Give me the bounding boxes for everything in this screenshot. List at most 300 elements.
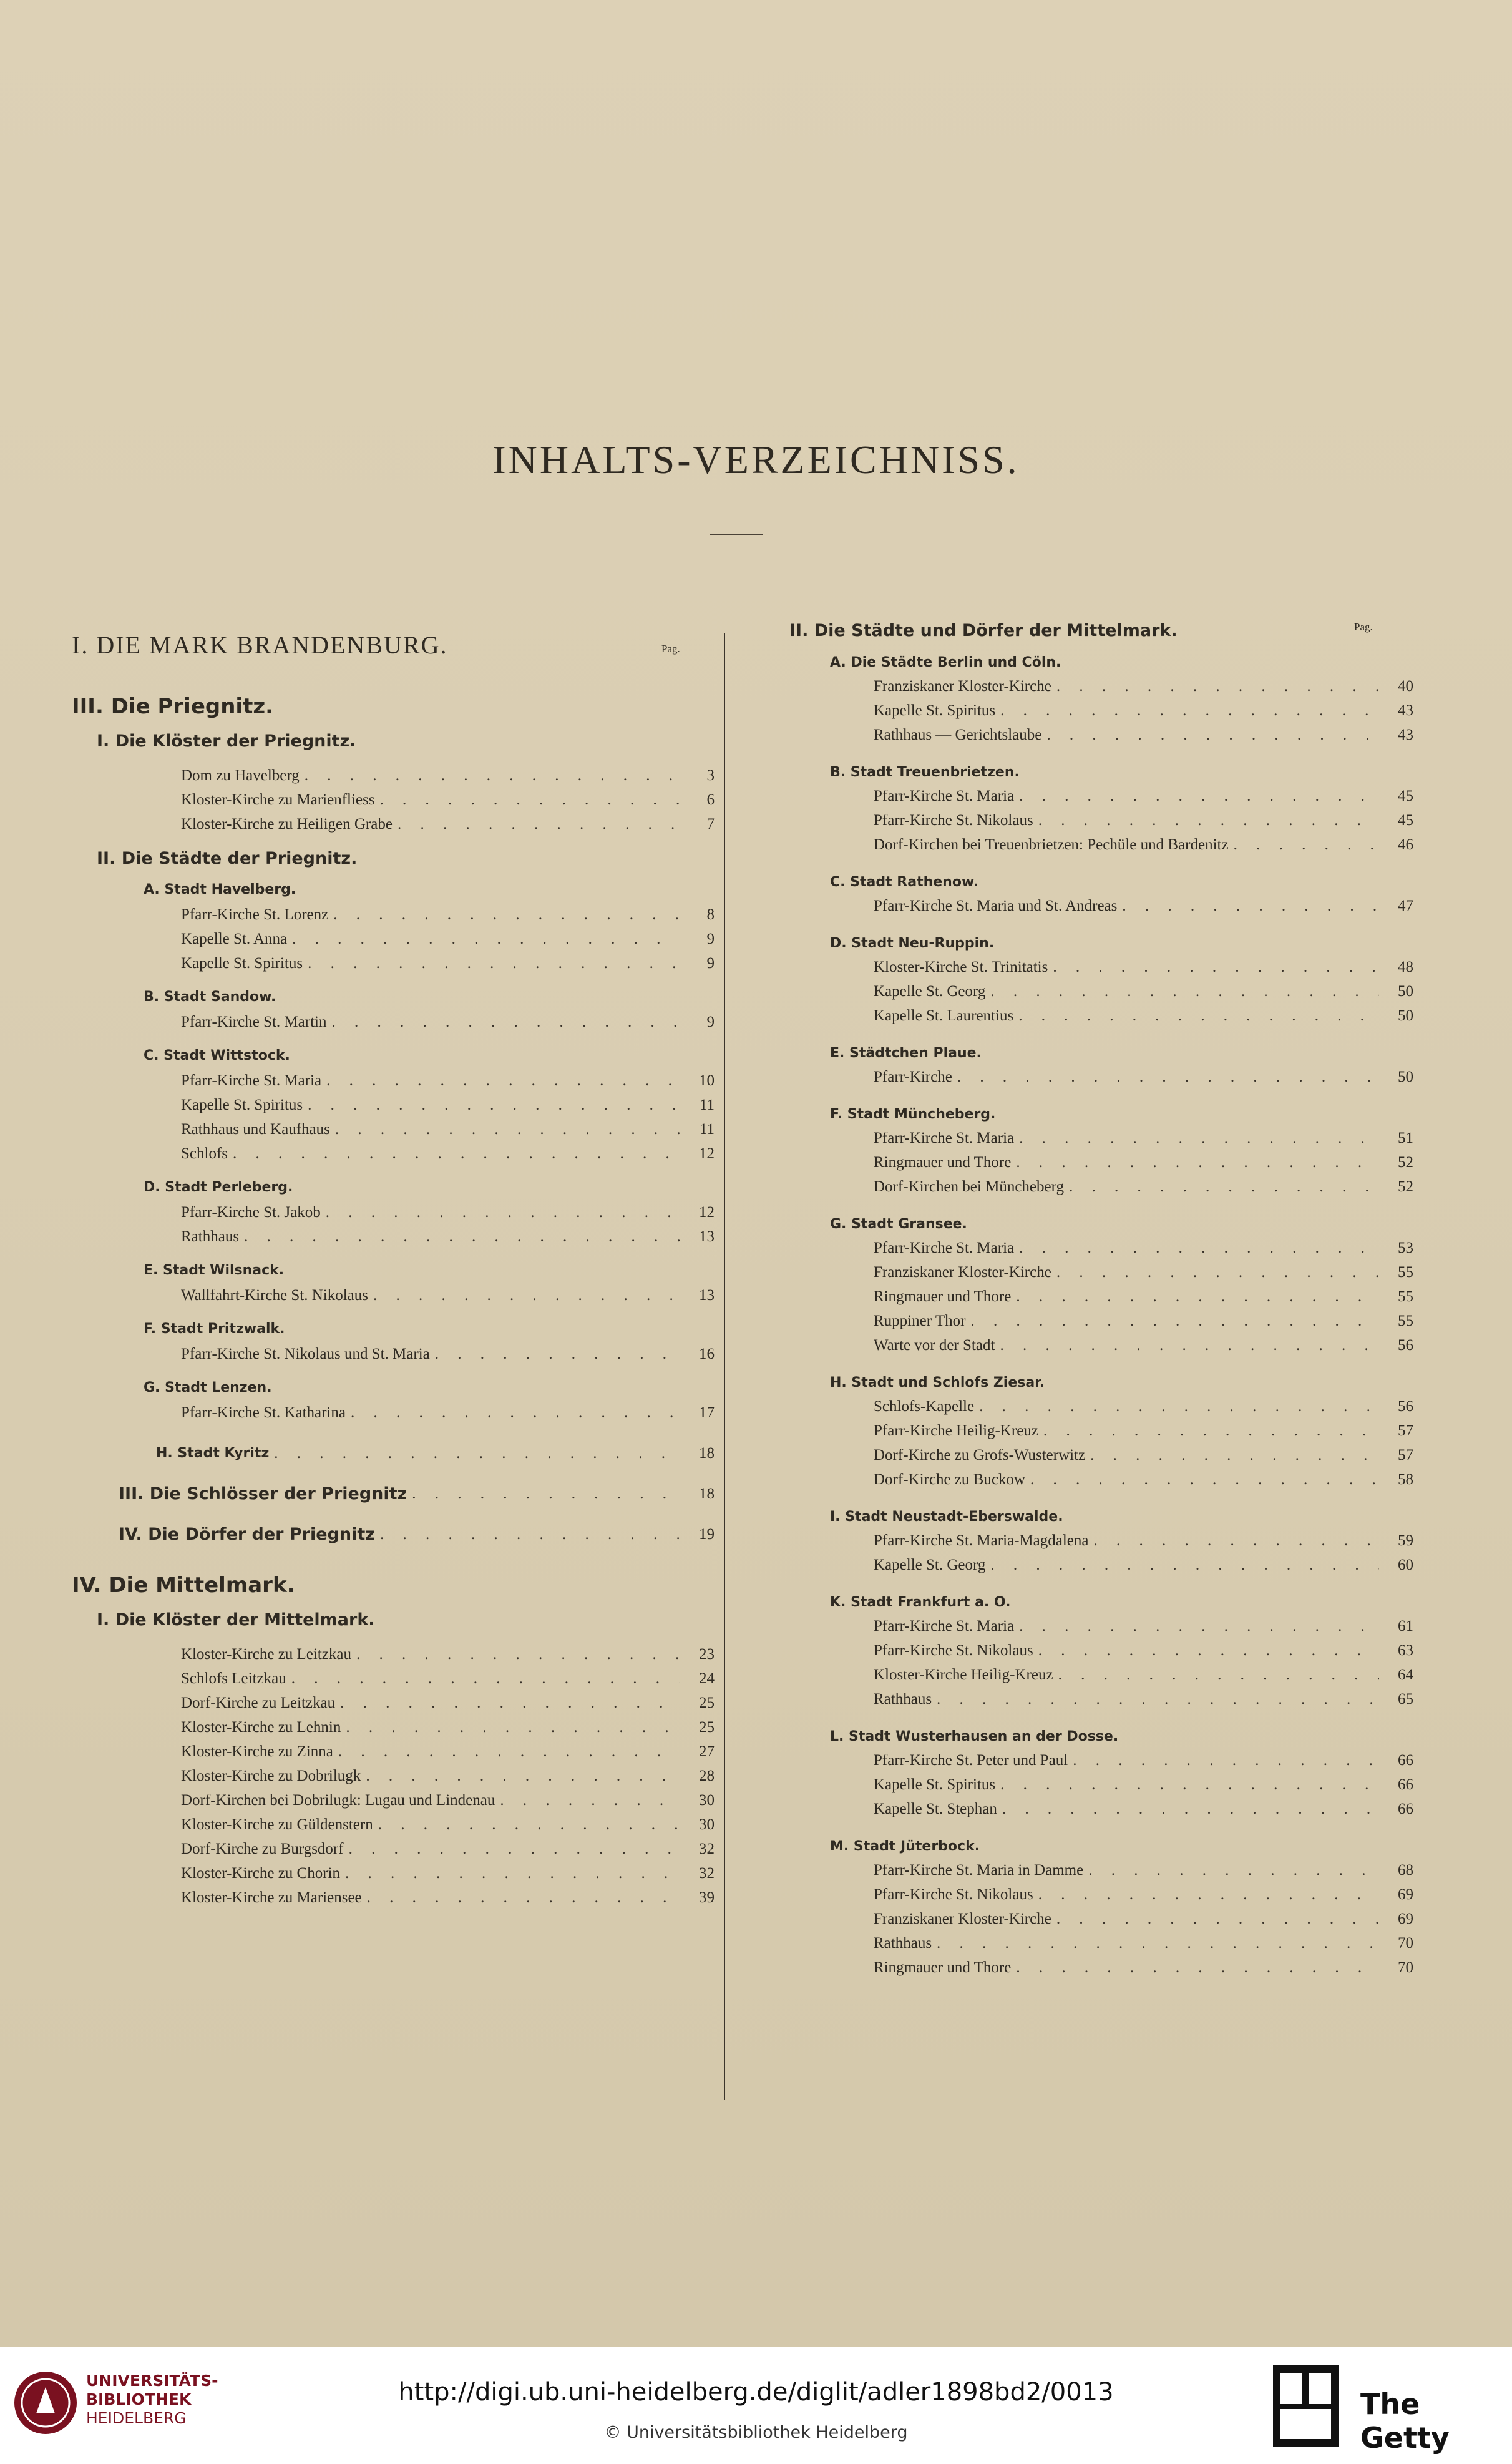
toc-entry (72, 1691, 715, 1715)
toc-entry (72, 1739, 715, 1764)
leader-dots (286, 1666, 680, 1691)
leader-dots (1025, 1467, 1379, 1492)
leader-dots (1013, 1004, 1379, 1028)
entry-title: Kloster-Kirche zu Chorin (181, 1865, 340, 1882)
leader-dots (932, 1687, 1379, 1711)
page-number: 11 (699, 1121, 715, 1138)
leader-dots (341, 1715, 680, 1739)
entry-title: Dorf-Kirche zu Buckow (874, 1471, 1025, 1488)
leader-dots (932, 1931, 1379, 1955)
leader-dots (344, 1837, 680, 1861)
page-number: 57 (1398, 1422, 1413, 1439)
leader-dots (328, 902, 680, 927)
toc-entry (72, 1885, 715, 1910)
entry-title: Kloster-Kirche zu Mariensee (181, 1889, 362, 1906)
page-number: 7 (706, 816, 715, 833)
toc-entry (789, 894, 1413, 918)
toc-entry (789, 1175, 1413, 1199)
page-number: 11 (699, 1097, 715, 1113)
leader-dots (368, 1283, 680, 1308)
page-number: 9 (706, 955, 715, 972)
title-rule (710, 534, 763, 535)
group-heading: C. Stadt Rathenow. (830, 874, 979, 890)
leader-dots (1014, 784, 1379, 808)
toc-entry (789, 1772, 1413, 1797)
entry-title: Kloster-Kirche zu Zinna (181, 1743, 333, 1760)
toc-entry (789, 1663, 1413, 1687)
leader-dots (373, 1812, 680, 1837)
leader-dots (1014, 1126, 1379, 1150)
leader-dots (997, 1797, 1379, 1821)
toc-entry (789, 1004, 1413, 1028)
entry-title: Ruppiner Thor (874, 1313, 966, 1329)
toc-entry (72, 1837, 715, 1861)
group-heading: B. Stadt Sandow. (144, 989, 276, 1005)
section-heading: III. Die Priegnitz. (72, 694, 274, 719)
page-number: 18 (699, 1485, 715, 1502)
toc-entry (72, 1788, 715, 1812)
page-number: 50 (1398, 1068, 1413, 1085)
page-number: 17 (699, 1404, 715, 1421)
entry-title: Kapelle St. Spiritus (181, 955, 303, 972)
column-divider (724, 633, 728, 2100)
part-heading: I. DIE MARK BRANDENBURG. (72, 631, 448, 659)
entry-title: Ringmauer und Thore (874, 1959, 1012, 1976)
toc-entry (789, 1748, 1413, 1772)
leader-dots (1051, 674, 1379, 698)
leader-dots (1089, 1528, 1380, 1553)
leader-dots (1051, 1260, 1379, 1284)
toc-entry (789, 955, 1413, 979)
leader-dots (995, 1772, 1379, 1797)
toc-entry (789, 1419, 1413, 1443)
page-number: 12 (699, 1204, 715, 1221)
page-number: 28 (699, 1767, 715, 1784)
leader-dots (965, 1309, 1379, 1333)
entry-title: Dorf-Kirchen bei Treuenbrietzen: Pechüle und Bardenitz (874, 836, 1229, 853)
leader-dots (303, 951, 680, 975)
entry-title: Dorf-Kirche zu Grofs-Wusterwitz (874, 1447, 1086, 1464)
leader-dots (287, 927, 680, 951)
entry-title: Pfarr-Kirche St. Martin (181, 1014, 327, 1030)
toc-entry (789, 1236, 1413, 1260)
leader-dots (985, 1553, 1379, 1577)
entry-title: Pfarr-Kirche St. Maria (874, 1130, 1015, 1146)
page-number: 64 (1398, 1666, 1413, 1683)
page-number: 59 (1398, 1532, 1413, 1549)
page-number: 60 (1398, 1557, 1413, 1573)
toc-entry (72, 1666, 715, 1691)
page-number: 13 (699, 1228, 715, 1245)
page-number: 68 (1398, 1862, 1413, 1879)
page-number: 39 (699, 1889, 715, 1906)
toc-entry (789, 1309, 1413, 1333)
entry-title: Pfarr-Kirche St. Maria-Magdalena (874, 1532, 1089, 1549)
entry-title: Kapelle St. Spiritus (181, 1097, 303, 1113)
leader-dots (340, 1861, 680, 1885)
subsection-heading: II. Die Städte der Priegnitz. (97, 849, 358, 868)
subsection-heading: I. Die Klöster der Priegnitz. (97, 731, 356, 751)
entry-title: Rathhaus — Gerichtslaube (874, 726, 1042, 743)
toc-entry (789, 1150, 1413, 1175)
toc-entry (72, 1068, 715, 1093)
toc-entry (789, 1528, 1413, 1553)
entry-title: Kloster-Kirche St. Trinitatis (874, 959, 1048, 975)
leader-dots (393, 812, 680, 836)
entry-title: Kloster-Kirche zu Dobrilugk (181, 1767, 361, 1784)
leader-dots (300, 763, 680, 788)
group-heading: B. Stadt Treuenbrietzen. (830, 765, 1020, 780)
toc-entry (789, 833, 1413, 857)
entry-title: Dorf-Kirche zu Burgsdorf (181, 1841, 344, 1857)
leader-dots (228, 1142, 680, 1166)
page-number: 40 (1398, 678, 1413, 695)
leader-dots (335, 1691, 680, 1715)
toc-entry (789, 1955, 1413, 1980)
page-number: 10 (699, 1072, 715, 1089)
page-number: 66 (1398, 1776, 1413, 1793)
toc-entry (72, 1225, 715, 1249)
leader-dots (1033, 1638, 1379, 1663)
toc-entry (72, 951, 715, 975)
page-number: 25 (699, 1694, 715, 1711)
page-number: 19 (699, 1526, 715, 1543)
group-heading: A. Die Städte Berlin und Cöln. (830, 655, 1061, 670)
group-heading: E. Stadt Wilsnack. (144, 1263, 285, 1278)
entry-title: Dorf-Kirchen bei Müncheberg (874, 1178, 1064, 1195)
page-number: 61 (1398, 1618, 1413, 1635)
toc-entry (72, 1010, 715, 1034)
page-number: 52 (1398, 1178, 1413, 1195)
page-number: 52 (1398, 1154, 1413, 1171)
toc-entry (72, 1764, 715, 1788)
page-number: 69 (1398, 1886, 1413, 1903)
leader-dots (995, 698, 1379, 723)
entry-title: Rathhaus (181, 1228, 240, 1245)
leader-dots (1048, 955, 1379, 979)
leader-dots (1117, 894, 1379, 918)
toc-entry (72, 812, 715, 836)
page-title: INHALTS-VERZEICHNISS. (492, 438, 1020, 482)
page-number: 13 (699, 1287, 715, 1304)
leader-dots (303, 1093, 680, 1117)
leader-dots (974, 1394, 1379, 1419)
entry-title: Dom zu Havelberg (181, 767, 300, 784)
leader-dots (239, 1225, 680, 1249)
entry-title: Warte vor der Stadt (874, 1337, 995, 1354)
toc-entry (72, 788, 715, 812)
group-heading: F. Stadt Müncheberg. (830, 1107, 996, 1122)
page-number: 16 (699, 1346, 715, 1362)
toc-entry (789, 723, 1413, 747)
toc-entry (72, 1283, 715, 1308)
page-number: 3 (706, 767, 715, 784)
page-number: 55 (1398, 1313, 1413, 1329)
page-number: 18 (699, 1445, 715, 1462)
leader-dots (495, 1788, 680, 1812)
page-number: 66 (1398, 1752, 1413, 1769)
toc-entry (72, 1401, 715, 1425)
entry-title: Kloster-Kirche zu Marienfliess (181, 791, 375, 808)
entry-title: Schlofs-Kapelle (874, 1398, 975, 1415)
entry-title: Rathhaus (874, 1935, 932, 1952)
entry-title: Schlofs Leitzkau (181, 1670, 286, 1687)
entry-title: Dorf-Kirche zu Leitzkau (181, 1694, 336, 1711)
leader-dots (330, 1117, 680, 1142)
entry-title: Kloster-Kirche zu Güldenstern (181, 1816, 373, 1833)
entry-title: Pfarr-Kirche St. Maria in Damme (874, 1862, 1084, 1879)
page-number: 46 (1398, 836, 1413, 853)
page-number: 24 (699, 1670, 715, 1687)
footer-bar (0, 2347, 1512, 2464)
entry-title: Kloster-Kirche Heilig-Kreuz (874, 1666, 1053, 1683)
entry-title: Kloster-Kirche zu Heiligen Grabe (181, 816, 393, 833)
entry-title: Kapelle St. Georg (874, 1557, 986, 1573)
page-number: 27 (699, 1743, 715, 1760)
entry-title: Kapelle St. Anna (181, 931, 288, 947)
leader-dots (1011, 1955, 1379, 1980)
entry-title: Pfarr-Kirche St. Nikolaus und St. Maria (181, 1346, 430, 1362)
leader-dots (1033, 808, 1379, 833)
group-heading: H. Stadt und Schlofs Ziesar. (830, 1375, 1045, 1391)
pag-label-left: Pag. (661, 643, 680, 655)
entry-title: Schlofs (181, 1145, 228, 1162)
toc-entry (789, 1614, 1413, 1638)
entry-title: Kapelle St. Spiritus (874, 1776, 996, 1793)
toc-entry (789, 784, 1413, 808)
entry-title: Pfarr-Kirche St. Maria (874, 1239, 1015, 1256)
group-heading: L. Stadt Wusterhausen an der Dosse. (830, 1729, 1119, 1744)
leader-dots (1083, 1858, 1379, 1882)
copyright-text: © Universitätsbibliothek Heidelberg (604, 2423, 908, 2442)
toc-entry (789, 1284, 1413, 1309)
entry-title: H. Stadt Kyritz (156, 1445, 270, 1461)
leader-dots (326, 1010, 680, 1034)
leader-dots (1014, 1236, 1379, 1260)
entry-title: Pfarr-Kirche St. Lorenz (181, 906, 329, 923)
entry-title: Kapelle St. Georg (874, 983, 986, 1000)
toc-entry (789, 1065, 1413, 1089)
page-number: 25 (699, 1719, 715, 1736)
left-column (72, 630, 715, 1910)
toc-entry (72, 1441, 715, 1465)
entry-title: Pfarr-Kirche St. Maria (874, 1618, 1015, 1635)
toc-entry (789, 1907, 1413, 1931)
entry-title: Pfarr-Kirche St. Jakob (181, 1204, 321, 1221)
entry-title: Franziskaner Kloster-Kirche (874, 1910, 1051, 1927)
leader-dots (1229, 833, 1379, 857)
toc-entry (789, 1687, 1413, 1711)
leader-dots (375, 1522, 680, 1547)
group-heading: M. Stadt Jüterbock. (830, 1839, 980, 1854)
toc-entry (72, 1861, 715, 1885)
page-number: 58 (1398, 1471, 1413, 1488)
page-number: 45 (1398, 812, 1413, 829)
right-column (789, 621, 1413, 1980)
leader-dots (1085, 1443, 1379, 1467)
leader-dots (1014, 1614, 1379, 1638)
page-number: 70 (1398, 1935, 1413, 1952)
leader-dots (1051, 1907, 1379, 1931)
page-number: 55 (1398, 1264, 1413, 1281)
toc-entry (789, 698, 1413, 723)
page-number: 53 (1398, 1239, 1413, 1256)
group-heading: D. Stadt Perleberg. (144, 1180, 293, 1195)
group-heading: K. Stadt Frankfurt a. O. (830, 1595, 1011, 1610)
entry-title: Kapelle St. Stephan (874, 1801, 997, 1817)
toc-entry (789, 1333, 1413, 1357)
toc-entry (789, 979, 1413, 1004)
leader-dots (985, 979, 1379, 1004)
toc-entry (72, 1200, 715, 1225)
leader-dots (1064, 1175, 1379, 1199)
group-heading: G. Stadt Lenzen. (144, 1380, 272, 1396)
group-heading: I. Stadt Neustadt-Eberswalde. (830, 1509, 1063, 1525)
entry-title: Ringmauer und Thore (874, 1154, 1012, 1171)
leader-dots (1011, 1284, 1379, 1309)
toc-entry (72, 1117, 715, 1142)
entry-title: Pfarr-Kirche St. Maria und St. Andreas (874, 897, 1118, 914)
right-heading: II. Die Städte und Dörfer der Mittelmark. (789, 621, 1178, 640)
page-number: 50 (1398, 983, 1413, 1000)
entry-title: Kapelle St. Spiritus (874, 702, 996, 719)
toc-entry (789, 1260, 1413, 1284)
entry-title: Pfarr-Kirche St. Nikolaus (874, 1642, 1033, 1659)
toc-entry (72, 763, 715, 788)
page-number: 65 (1398, 1691, 1413, 1708)
group-heading: D. Stadt Neu-Ruppin. (830, 936, 995, 951)
page-number: 45 (1398, 788, 1413, 804)
leader-dots (995, 1333, 1379, 1357)
group-heading: A. Stadt Havelberg. (144, 882, 296, 897)
page-number: 30 (699, 1792, 715, 1809)
toc-entry (789, 1126, 1413, 1150)
entry-title: Pfarr-Kirche St. Katharina (181, 1404, 346, 1421)
group-heading: C. Stadt Wittstock. (144, 1048, 290, 1063)
leader-dots (1038, 1419, 1379, 1443)
entry-title: Pfarr-Kirche St. Nikolaus (874, 812, 1033, 829)
entry-title: Pfarr-Kirche St. Peter und Paul (874, 1752, 1068, 1769)
leader-dots (1011, 1150, 1379, 1175)
toc-entry (789, 1443, 1413, 1467)
page-number: 47 (1398, 897, 1413, 914)
toc-entry (789, 674, 1413, 698)
page-number: 32 (699, 1865, 715, 1882)
page-number: 6 (706, 791, 715, 808)
page-number: 55 (1398, 1288, 1413, 1305)
leader-dots (333, 1739, 680, 1764)
entry-title: Pfarr-Kirche (874, 1068, 952, 1085)
leader-dots (1053, 1663, 1379, 1687)
leader-dots (321, 1200, 680, 1225)
page-number: 69 (1398, 1910, 1413, 1927)
entry-title: Dorf-Kirchen bei Dobrilugk: Lugau und Lindenau (181, 1792, 495, 1809)
entry-title: Rathhaus (874, 1691, 932, 1708)
leader-dots (321, 1068, 680, 1093)
toc-entry (789, 808, 1413, 833)
toc-entry (72, 1715, 715, 1739)
section-heading: IV. Die Mittelmark. (72, 1573, 295, 1598)
entry-title: III. Die Schlösser der Priegnitz (119, 1484, 407, 1503)
entry-title: Kloster-Kirche zu Leitzkau (181, 1646, 351, 1663)
entry-title: Franziskaner Kloster-Kirche (874, 678, 1051, 695)
getty-logo-icon (1273, 2365, 1339, 2447)
entry-title: Pfarr-Kirche St. Maria (181, 1072, 322, 1089)
page-number: 57 (1398, 1447, 1413, 1464)
subsection-heading: I. Die Klöster der Mittelmark. (97, 1610, 375, 1630)
page-number: 23 (699, 1646, 715, 1663)
toc-entry (72, 1093, 715, 1117)
page-number: 48 (1398, 959, 1413, 975)
entry-title: Ringmauer und Thore (874, 1288, 1012, 1305)
toc-entry (72, 1342, 715, 1366)
getty-name: The Getty (1360, 2387, 1450, 2455)
leader-dots (346, 1401, 680, 1425)
leader-dots (362, 1885, 680, 1910)
page-number: 43 (1398, 702, 1413, 719)
entry-title: Rathhaus und Kaufhaus (181, 1121, 330, 1138)
entry-title: IV. Die Dörfer der Priegnitz (119, 1525, 375, 1544)
leader-dots (1068, 1748, 1379, 1772)
entry-title: Kloster-Kirche zu Lehnin (181, 1719, 341, 1736)
entry-title: Pfarr-Kirche St. Nikolaus (874, 1886, 1033, 1903)
entry-title: Pfarr-Kirche St. Maria (874, 788, 1015, 804)
group-heading: E. Städtchen Plaue. (830, 1045, 982, 1061)
toc-entry (72, 902, 715, 927)
page-number: 9 (706, 1014, 715, 1030)
permalink-url[interactable]: http://digi.ub.uni-heidelberg.de/diglit/adler1898bd2/0013 (398, 2378, 1114, 2407)
toc-entry (72, 1642, 715, 1666)
page-number: 9 (706, 931, 715, 947)
entry-title: Wallfahrt-Kirche St. Nikolaus (181, 1287, 368, 1304)
leader-dots (269, 1441, 680, 1465)
page-number: 51 (1398, 1130, 1413, 1146)
page-number: 56 (1398, 1337, 1413, 1354)
leader-dots (351, 1642, 680, 1666)
page-number: 50 (1398, 1007, 1413, 1024)
toc-entry (789, 1394, 1413, 1419)
leader-dots (430, 1342, 680, 1366)
toc-entry (789, 1467, 1413, 1492)
leader-dots (1041, 723, 1379, 747)
page-number: 70 (1398, 1959, 1413, 1976)
entry-title: Franziskaner Kloster-Kirche (874, 1264, 1051, 1281)
toc-entry (72, 1142, 715, 1166)
leader-dots (952, 1065, 1379, 1089)
leader-dots (375, 788, 681, 812)
entry-title: Pfarr-Kirche Heilig-Kreuz (874, 1422, 1038, 1439)
toc-entry (789, 1858, 1413, 1882)
toc-entry (72, 927, 715, 951)
page-number: 32 (699, 1841, 715, 1857)
group-heading: G. Stadt Gransee. (830, 1216, 967, 1232)
pag-label-right: Pag. (1354, 621, 1373, 633)
leader-dots (407, 1482, 680, 1506)
group-heading: F. Stadt Pritzwalk. (144, 1321, 285, 1337)
entry-title: Kapelle St. Laurentius (874, 1007, 1014, 1024)
leader-dots (1033, 1882, 1379, 1907)
toc-entry (789, 1553, 1413, 1577)
toc-entry (789, 1882, 1413, 1907)
page-number: 43 (1398, 726, 1413, 743)
library-name: UNIVERSITÄTS- BIBLIOTHEK HEIDELBERG (86, 2372, 218, 2427)
page-number: 66 (1398, 1801, 1413, 1817)
toc-entry (789, 1797, 1413, 1821)
page-number: 30 (699, 1816, 715, 1833)
page-number: 12 (699, 1145, 715, 1162)
leader-dots (361, 1764, 680, 1788)
page-number: 63 (1398, 1642, 1413, 1659)
